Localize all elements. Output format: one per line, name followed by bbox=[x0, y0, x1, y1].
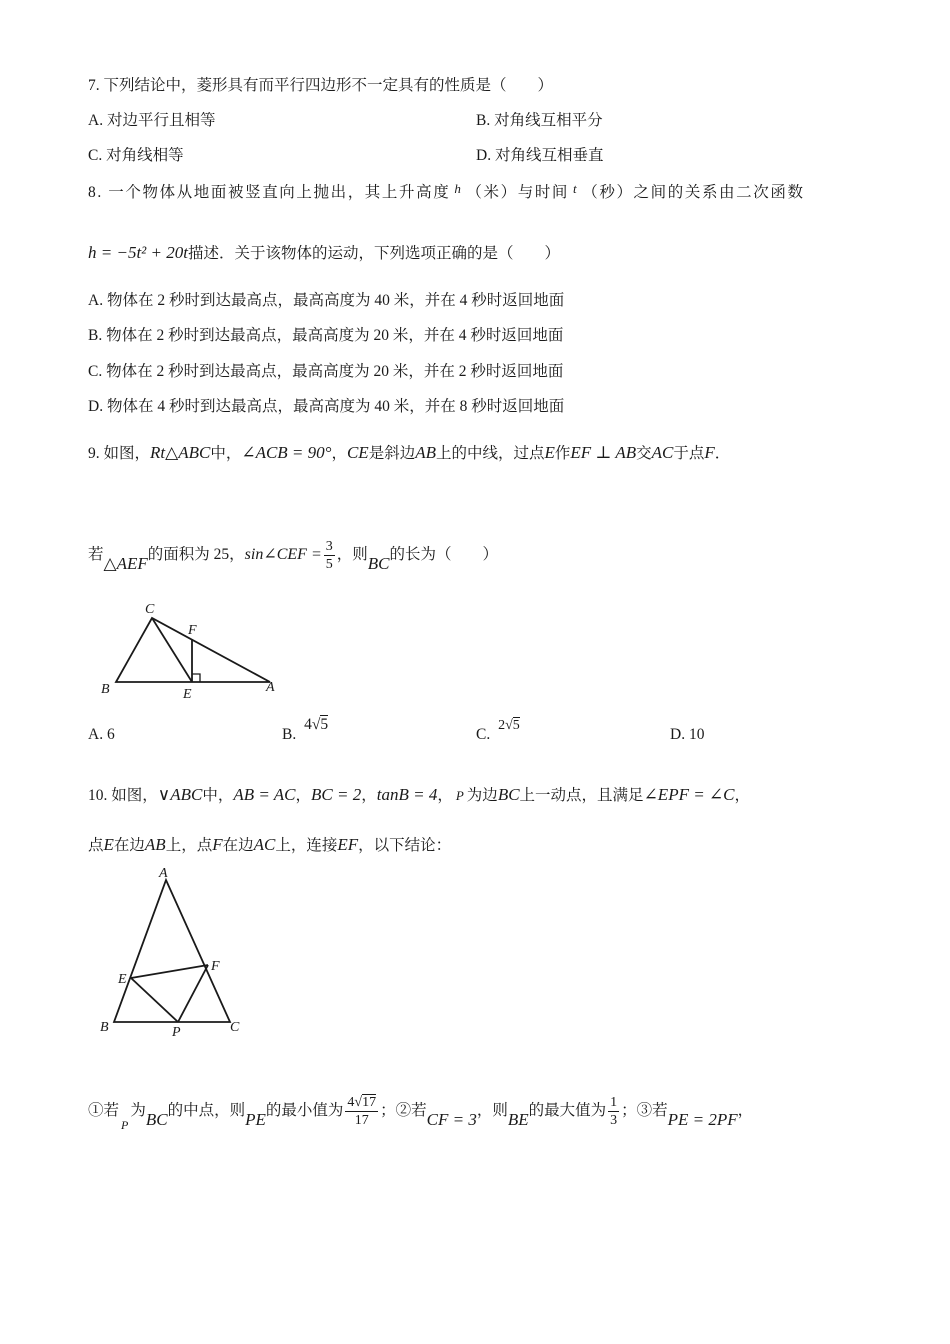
q9-option-b-value: 4√5 bbox=[304, 716, 329, 733]
q8-stem-line2: h = −5t² + 20t描述．关于该物体的运动，下列选项正确的是（ ） bbox=[88, 243, 560, 262]
q9-stem-line2: 若△AEF的面积为 25，sin∠CEF = $\frac{3}{5}$ ，则BC的长为（ ） bbox=[88, 538, 498, 573]
q10-stem-line2: 点E在边AB上，点F在边AC上，连接EF，以下结论： bbox=[88, 835, 452, 854]
q9-option-d: D. 10 bbox=[670, 726, 705, 743]
q10-label-f: F bbox=[211, 959, 220, 974]
q9-option-c: C. 2√5 bbox=[476, 718, 520, 743]
q8-option-d: D. 物体在 4 秒时到达最高点，最高高度为 40 米，并在 8 秒时返回地面 bbox=[88, 398, 565, 415]
q7-option-a: A. 对边平行且相等 bbox=[88, 112, 216, 129]
q9-median-ce bbox=[152, 618, 192, 682]
q8-option-b: B. 物体在 2 秒时到达最高点，最高高度为 20 米，并在 4 秒时返回地面 bbox=[88, 327, 564, 344]
q9-sin-fraction: $\frac{3}{5}$ bbox=[325, 538, 333, 572]
q7-option-d: D. 对角线互相垂直 bbox=[476, 147, 604, 164]
q10-stem-line1: 10. 如图，∨ABC中，AB = AC，BC = 2，tanB = 4， P 为边BC上一动点，且满足∠EPF = ∠C， bbox=[88, 785, 751, 804]
q10-segment-ef bbox=[131, 965, 208, 978]
q9-option-a: A. 6 bbox=[88, 726, 115, 743]
q9-label-c: C bbox=[145, 602, 155, 617]
q9-option-c-value: 2√5 bbox=[498, 718, 520, 733]
q8-formula: h = −5t² + 20t bbox=[88, 243, 188, 262]
q10-label-c: C bbox=[230, 1020, 240, 1035]
q10-triangle-abc bbox=[114, 880, 230, 1022]
q9-label-b: B bbox=[101, 682, 110, 697]
q10-label-p: P bbox=[172, 1025, 181, 1040]
q8-stem-line1: 8. 一个物体从地面被竖直向上抛出，其上升高度 $^h$ （米）与时间 $^t$ （秒）之间的关系由二次函数 bbox=[88, 181, 805, 201]
q10-label-b: B bbox=[100, 1020, 109, 1035]
q10-conclusions: ①若$_P$为BC的中点，则PE的最小值为 $\frac{4√17}{17}$ ；②若CF = 3，则BE的最大值为 $\frac{1}{3}$ ；③若PE = 2PF， bbox=[88, 1094, 754, 1132]
q10-label-a: A bbox=[159, 866, 168, 881]
q10-segment-ep bbox=[131, 978, 178, 1022]
q10-segment-pf bbox=[178, 965, 208, 1022]
q7-stem: 7. 下列结论中，菱形具有而平行四边形不一定具有的性质是（ ） bbox=[88, 77, 554, 94]
q7-option-b: B. 对角线互相平分 bbox=[476, 112, 603, 129]
q7-option-c: C. 对角线相等 bbox=[88, 147, 184, 164]
q9-label-f: F bbox=[188, 623, 197, 638]
q9-label-a: A bbox=[266, 680, 275, 695]
q10-label-e: E bbox=[118, 972, 127, 987]
q10-c1-fraction: $\frac{4√17}{17}$ bbox=[347, 1094, 377, 1128]
q9-right-angle-mark bbox=[192, 674, 200, 682]
q10-figure bbox=[96, 864, 256, 1040]
q8-option-c: C. 物体在 2 秒时到达最高点，最高高度为 20 米，并在 2 秒时返回地面 bbox=[88, 363, 564, 380]
q9-option-b: B. 4√5 bbox=[282, 716, 329, 743]
q10-c2-fraction: $\frac{1}{3}$ bbox=[610, 1094, 618, 1128]
q9-figure bbox=[96, 598, 296, 704]
q8-option-a: A. 物体在 2 秒时到达最高点，最高高度为 40 米，并在 4 秒时返回地面 bbox=[88, 292, 565, 309]
q9-label-e: E bbox=[183, 687, 192, 702]
q9-stem-line1: 9. 如图，Rt△ABC中，∠ACB = 90°，CE是斜边AB上的中线，过点E作EF ⊥ AB交AC于点F． bbox=[88, 443, 731, 462]
